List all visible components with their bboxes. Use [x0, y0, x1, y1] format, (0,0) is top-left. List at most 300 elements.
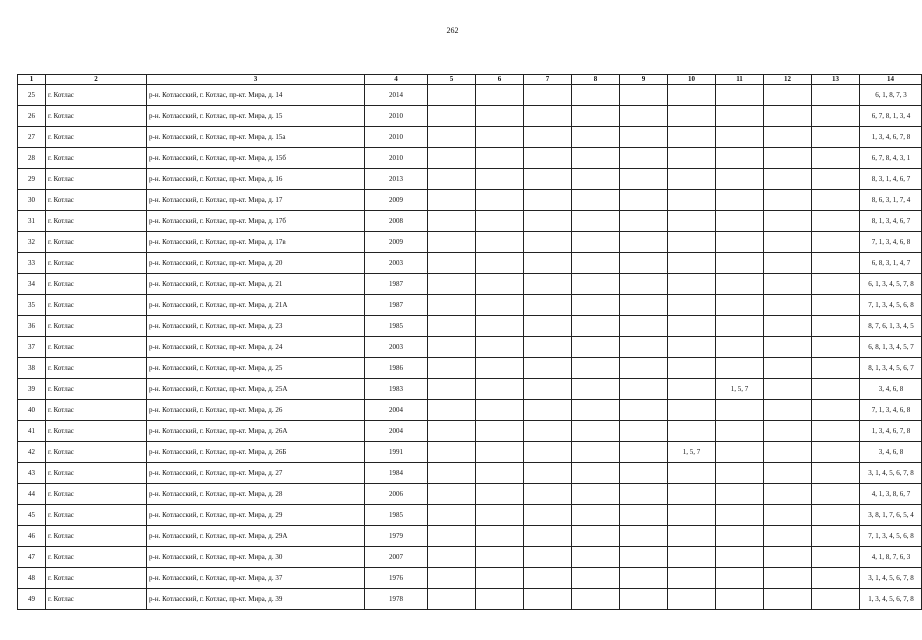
empty-cell	[476, 316, 524, 337]
col10-cell	[668, 274, 716, 295]
city-cell: г. Котлас	[46, 484, 147, 505]
table-row	[18, 295, 922, 316]
address-cell: р-н. Котласский, г. Котлас, пр-кт. Мира, д. 25А	[147, 379, 365, 400]
col11-cell	[716, 463, 764, 484]
empty-cell	[524, 295, 572, 316]
col11-cell	[716, 232, 764, 253]
row-number: 40	[18, 400, 46, 421]
row-number: 42	[18, 442, 46, 463]
row-number: 46	[18, 526, 46, 547]
empty-cell	[572, 484, 620, 505]
row-number: 33	[18, 253, 46, 274]
city-cell: г. Котлас	[46, 379, 147, 400]
col10-cell	[668, 85, 716, 106]
address-cell: р-н. Котласский, г. Котлас, пр-кт. Мира, д. 26А	[147, 421, 365, 442]
table-row	[18, 589, 922, 610]
table-row	[18, 442, 922, 463]
col11-cell	[716, 337, 764, 358]
col10-cell	[668, 316, 716, 337]
empty-cell	[620, 106, 668, 127]
empty-cell	[476, 337, 524, 358]
column-header-14: 14	[860, 75, 922, 85]
col10-cell	[668, 211, 716, 232]
table-row	[18, 253, 922, 274]
empty-cell	[524, 169, 572, 190]
empty-cell	[572, 337, 620, 358]
empty-cell	[572, 316, 620, 337]
col11-cell	[716, 190, 764, 211]
col11-cell: 1, 5, 7	[716, 379, 764, 400]
address-cell: р-н. Котласский, г. Котлас, пр-кт. Мира, д. 37	[147, 568, 365, 589]
row-number: 35	[18, 295, 46, 316]
empty-cell	[524, 421, 572, 442]
empty-cell	[524, 232, 572, 253]
empty-cell	[764, 316, 812, 337]
table-row	[18, 463, 922, 484]
empty-cell	[476, 568, 524, 589]
empty-cell	[812, 484, 860, 505]
col11-cell	[716, 253, 764, 274]
year-cell: 2010	[365, 127, 428, 148]
col11-cell	[716, 505, 764, 526]
empty-cell	[764, 211, 812, 232]
row-number: 38	[18, 358, 46, 379]
row-number: 31	[18, 211, 46, 232]
empty-cell	[812, 106, 860, 127]
year-cell: 1985	[365, 505, 428, 526]
city-cell: г. Котлас	[46, 211, 147, 232]
empty-cell	[476, 253, 524, 274]
table-row	[18, 106, 922, 127]
empty-cell	[620, 547, 668, 568]
empty-cell	[476, 505, 524, 526]
empty-cell	[428, 421, 476, 442]
row-number: 28	[18, 148, 46, 169]
empty-cell	[620, 379, 668, 400]
col10-cell	[668, 232, 716, 253]
empty-cell	[524, 547, 572, 568]
col10-cell: 1, 5, 7	[668, 442, 716, 463]
column-header-2: 2	[46, 75, 147, 85]
empty-cell	[620, 505, 668, 526]
address-cell: р-н. Котласский, г. Котлас, пр-кт. Мира, д. 21	[147, 274, 365, 295]
empty-cell	[812, 253, 860, 274]
city-cell: г. Котлас	[46, 568, 147, 589]
empty-cell	[764, 232, 812, 253]
col11-cell	[716, 358, 764, 379]
table-row	[18, 505, 922, 526]
col14-cell: 3, 4, 6, 8	[860, 379, 922, 400]
empty-cell	[524, 358, 572, 379]
city-cell: г. Котлас	[46, 442, 147, 463]
table-row	[18, 337, 922, 358]
column-header-6: 6	[476, 75, 524, 85]
city-cell: г. Котлас	[46, 505, 147, 526]
empty-cell	[812, 337, 860, 358]
empty-cell	[812, 568, 860, 589]
column-header-5: 5	[428, 75, 476, 85]
city-cell: г. Котлас	[46, 400, 147, 421]
empty-cell	[812, 148, 860, 169]
row-number: 32	[18, 232, 46, 253]
column-header-13: 13	[812, 75, 860, 85]
col14-cell: 3, 1, 4, 5, 6, 7, 8	[860, 463, 922, 484]
column-header-9: 9	[620, 75, 668, 85]
empty-cell	[572, 526, 620, 547]
address-cell: р-н. Котласский, г. Котлас, пр-кт. Мира, д. 39	[147, 589, 365, 610]
address-cell: р-н. Котласский, г. Котлас, пр-кт. Мира, д. 15а	[147, 127, 365, 148]
empty-cell	[764, 379, 812, 400]
col10-cell	[668, 505, 716, 526]
col14-cell: 8, 1, 3, 4, 6, 7	[860, 211, 922, 232]
empty-cell	[476, 274, 524, 295]
table-row	[18, 421, 922, 442]
city-cell: г. Котлас	[46, 547, 147, 568]
col14-cell: 6, 8, 3, 1, 4, 7	[860, 253, 922, 274]
empty-cell	[428, 85, 476, 106]
column-header-12: 12	[764, 75, 812, 85]
address-cell: р-н. Котласский, г. Котлас, пр-кт. Мира, д. 17	[147, 190, 365, 211]
empty-cell	[620, 463, 668, 484]
year-cell: 1976	[365, 568, 428, 589]
year-cell: 2004	[365, 421, 428, 442]
empty-cell	[764, 127, 812, 148]
table-row	[18, 127, 922, 148]
col10-cell	[668, 295, 716, 316]
empty-cell	[428, 358, 476, 379]
col14-cell: 6, 8, 1, 3, 4, 5, 7	[860, 337, 922, 358]
empty-cell	[524, 106, 572, 127]
empty-cell	[476, 232, 524, 253]
empty-cell	[572, 505, 620, 526]
empty-cell	[428, 547, 476, 568]
empty-cell	[476, 190, 524, 211]
empty-cell	[764, 358, 812, 379]
empty-cell	[620, 295, 668, 316]
col11-cell	[716, 442, 764, 463]
col14-cell: 8, 6, 3, 1, 7, 4	[860, 190, 922, 211]
empty-cell	[572, 463, 620, 484]
col14-cell: 4, 1, 8, 7, 6, 3	[860, 547, 922, 568]
empty-cell	[620, 358, 668, 379]
empty-cell	[428, 211, 476, 232]
table-row	[18, 526, 922, 547]
empty-cell	[620, 400, 668, 421]
table-row	[18, 148, 922, 169]
col14-cell: 3, 8, 1, 7, 6, 5, 4	[860, 505, 922, 526]
year-cell: 2014	[365, 85, 428, 106]
year-cell: 2006	[365, 484, 428, 505]
table-row	[18, 568, 922, 589]
empty-cell	[572, 442, 620, 463]
row-number: 47	[18, 547, 46, 568]
empty-cell	[812, 232, 860, 253]
empty-cell	[428, 505, 476, 526]
empty-cell	[524, 316, 572, 337]
year-cell: 2010	[365, 106, 428, 127]
empty-cell	[764, 484, 812, 505]
empty-cell	[812, 463, 860, 484]
empty-cell	[572, 568, 620, 589]
empty-cell	[812, 169, 860, 190]
table-row	[18, 85, 922, 106]
empty-cell	[812, 526, 860, 547]
table-header-row	[18, 75, 922, 85]
city-cell: г. Котлас	[46, 274, 147, 295]
empty-cell	[524, 148, 572, 169]
col11-cell	[716, 316, 764, 337]
empty-cell	[524, 85, 572, 106]
col14-cell: 1, 3, 4, 6, 7, 8	[860, 421, 922, 442]
col14-cell: 3, 4, 6, 8	[860, 442, 922, 463]
address-cell: р-н. Котласский, г. Котлас, пр-кт. Мира, д. 21А	[147, 295, 365, 316]
table-row	[18, 400, 922, 421]
empty-cell	[572, 148, 620, 169]
empty-cell	[572, 295, 620, 316]
empty-cell	[620, 484, 668, 505]
address-cell: р-н. Котласский, г. Котлас, пр-кт. Мира, д. 17в	[147, 232, 365, 253]
empty-cell	[428, 442, 476, 463]
table-row	[18, 484, 922, 505]
col10-cell	[668, 337, 716, 358]
empty-cell	[812, 505, 860, 526]
empty-cell	[620, 85, 668, 106]
row-number: 49	[18, 589, 46, 610]
empty-cell	[572, 400, 620, 421]
empty-cell	[428, 127, 476, 148]
col14-cell: 7, 1, 3, 4, 5, 6, 8	[860, 295, 922, 316]
col10-cell	[668, 463, 716, 484]
year-cell: 2003	[365, 253, 428, 274]
empty-cell	[524, 253, 572, 274]
empty-cell	[572, 106, 620, 127]
address-cell: р-н. Котласский, г. Котлас, пр-кт. Мира, д. 30	[147, 547, 365, 568]
empty-cell	[620, 169, 668, 190]
column-header-8: 8	[572, 75, 620, 85]
empty-cell	[428, 169, 476, 190]
empty-cell	[428, 190, 476, 211]
empty-cell	[524, 484, 572, 505]
col10-cell	[668, 106, 716, 127]
empty-cell	[620, 316, 668, 337]
col11-cell	[716, 589, 764, 610]
address-cell: р-н. Котласский, г. Котлас, пр-кт. Мира, д. 27	[147, 463, 365, 484]
empty-cell	[572, 190, 620, 211]
col14-cell: 7, 1, 3, 4, 6, 8	[860, 232, 922, 253]
empty-cell	[428, 526, 476, 547]
column-header-1: 1	[18, 75, 46, 85]
address-cell: р-н. Котласский, г. Котлас, пр-кт. Мира, д. 20	[147, 253, 365, 274]
empty-cell	[476, 169, 524, 190]
col10-cell	[668, 190, 716, 211]
empty-cell	[524, 274, 572, 295]
empty-cell	[476, 442, 524, 463]
city-cell: г. Котлас	[46, 526, 147, 547]
col11-cell	[716, 484, 764, 505]
empty-cell	[764, 589, 812, 610]
empty-cell	[812, 127, 860, 148]
empty-cell	[428, 274, 476, 295]
data-table	[17, 74, 922, 610]
empty-cell	[764, 337, 812, 358]
city-cell: г. Котлас	[46, 106, 147, 127]
empty-cell	[620, 190, 668, 211]
address-cell: р-н. Котласский, г. Котлас, пр-кт. Мира, д. 26Б	[147, 442, 365, 463]
table-row	[18, 190, 922, 211]
col14-cell: 1, 3, 4, 5, 6, 7, 8	[860, 589, 922, 610]
col11-cell	[716, 568, 764, 589]
empty-cell	[428, 463, 476, 484]
empty-cell	[572, 127, 620, 148]
col10-cell	[668, 400, 716, 421]
column-header-11: 11	[716, 75, 764, 85]
empty-cell	[572, 253, 620, 274]
empty-cell	[524, 211, 572, 232]
col11-cell	[716, 85, 764, 106]
empty-cell	[572, 379, 620, 400]
col10-cell	[668, 127, 716, 148]
row-number: 39	[18, 379, 46, 400]
empty-cell	[620, 442, 668, 463]
year-cell: 1987	[365, 274, 428, 295]
city-cell: г. Котлас	[46, 421, 147, 442]
col11-cell	[716, 274, 764, 295]
empty-cell	[764, 85, 812, 106]
empty-cell	[620, 421, 668, 442]
empty-cell	[764, 400, 812, 421]
table-row	[18, 316, 922, 337]
empty-cell	[812, 274, 860, 295]
empty-cell	[812, 295, 860, 316]
empty-cell	[620, 589, 668, 610]
empty-cell	[428, 148, 476, 169]
empty-cell	[812, 190, 860, 211]
empty-cell	[812, 211, 860, 232]
empty-cell	[476, 484, 524, 505]
col14-cell: 8, 1, 3, 4, 5, 6, 7	[860, 358, 922, 379]
col11-cell	[716, 106, 764, 127]
city-cell: г. Котлас	[46, 253, 147, 274]
col10-cell	[668, 589, 716, 610]
empty-cell	[428, 379, 476, 400]
table-row	[18, 274, 922, 295]
empty-cell	[524, 505, 572, 526]
empty-cell	[476, 589, 524, 610]
empty-cell	[764, 568, 812, 589]
year-cell: 2009	[365, 190, 428, 211]
col10-cell	[668, 547, 716, 568]
empty-cell	[812, 400, 860, 421]
col14-cell: 7, 1, 3, 4, 5, 6, 8	[860, 526, 922, 547]
empty-cell	[428, 337, 476, 358]
city-cell: г. Котлас	[46, 85, 147, 106]
empty-cell	[620, 274, 668, 295]
city-cell: г. Котлас	[46, 190, 147, 211]
col11-cell	[716, 526, 764, 547]
address-cell: р-н. Котласский, г. Котлас, пр-кт. Мира, д. 23	[147, 316, 365, 337]
address-cell: р-н. Котласский, г. Котлас, пр-кт. Мира, д. 24	[147, 337, 365, 358]
empty-cell	[524, 526, 572, 547]
col10-cell	[668, 379, 716, 400]
empty-cell	[764, 526, 812, 547]
col14-cell: 6, 1, 3, 4, 5, 7, 8	[860, 274, 922, 295]
table-row	[18, 232, 922, 253]
year-cell: 1984	[365, 463, 428, 484]
col11-cell	[716, 169, 764, 190]
empty-cell	[812, 589, 860, 610]
empty-cell	[620, 148, 668, 169]
empty-cell	[524, 442, 572, 463]
empty-cell	[524, 127, 572, 148]
row-number: 48	[18, 568, 46, 589]
empty-cell	[620, 127, 668, 148]
empty-cell	[764, 253, 812, 274]
column-header-7: 7	[524, 75, 572, 85]
empty-cell	[620, 232, 668, 253]
empty-cell	[476, 463, 524, 484]
empty-cell	[572, 85, 620, 106]
col14-cell: 6, 1, 8, 7, 3	[860, 85, 922, 106]
empty-cell	[524, 400, 572, 421]
empty-cell	[428, 232, 476, 253]
empty-cell	[572, 421, 620, 442]
col10-cell	[668, 568, 716, 589]
col11-cell	[716, 127, 764, 148]
empty-cell	[812, 358, 860, 379]
address-cell: р-н. Котласский, г. Котлас, пр-кт. Мира, д. 29	[147, 505, 365, 526]
row-number: 41	[18, 421, 46, 442]
empty-cell	[524, 190, 572, 211]
empty-cell	[812, 547, 860, 568]
row-number: 25	[18, 85, 46, 106]
empty-cell	[764, 547, 812, 568]
address-cell: р-н. Котласский, г. Котлас, пр-кт. Мира, д. 26	[147, 400, 365, 421]
empty-cell	[620, 211, 668, 232]
empty-cell	[764, 505, 812, 526]
city-cell: г. Котлас	[46, 148, 147, 169]
empty-cell	[572, 547, 620, 568]
empty-cell	[476, 127, 524, 148]
empty-cell	[476, 379, 524, 400]
col14-cell: 3, 1, 4, 5, 6, 7, 8	[860, 568, 922, 589]
row-number: 30	[18, 190, 46, 211]
address-cell: р-н. Котласский, г. Котлас, пр-кт. Мира, д. 16	[147, 169, 365, 190]
city-cell: г. Котлас	[46, 295, 147, 316]
col11-cell	[716, 421, 764, 442]
col10-cell	[668, 526, 716, 547]
year-cell: 2010	[365, 148, 428, 169]
year-cell: 2007	[365, 547, 428, 568]
empty-cell	[764, 274, 812, 295]
empty-cell	[764, 463, 812, 484]
col10-cell	[668, 148, 716, 169]
empty-cell	[620, 526, 668, 547]
city-cell: г. Котлас	[46, 358, 147, 379]
empty-cell	[524, 379, 572, 400]
empty-cell	[764, 190, 812, 211]
col14-cell: 8, 3, 1, 4, 6, 7	[860, 169, 922, 190]
year-cell: 1979	[365, 526, 428, 547]
empty-cell	[476, 106, 524, 127]
col10-cell	[668, 484, 716, 505]
empty-cell	[572, 211, 620, 232]
empty-cell	[476, 358, 524, 379]
col11-cell	[716, 547, 764, 568]
col14-cell: 1, 3, 4, 6, 7, 8	[860, 127, 922, 148]
empty-cell	[572, 358, 620, 379]
col14-cell: 4, 1, 3, 8, 6, 7	[860, 484, 922, 505]
empty-cell	[572, 589, 620, 610]
